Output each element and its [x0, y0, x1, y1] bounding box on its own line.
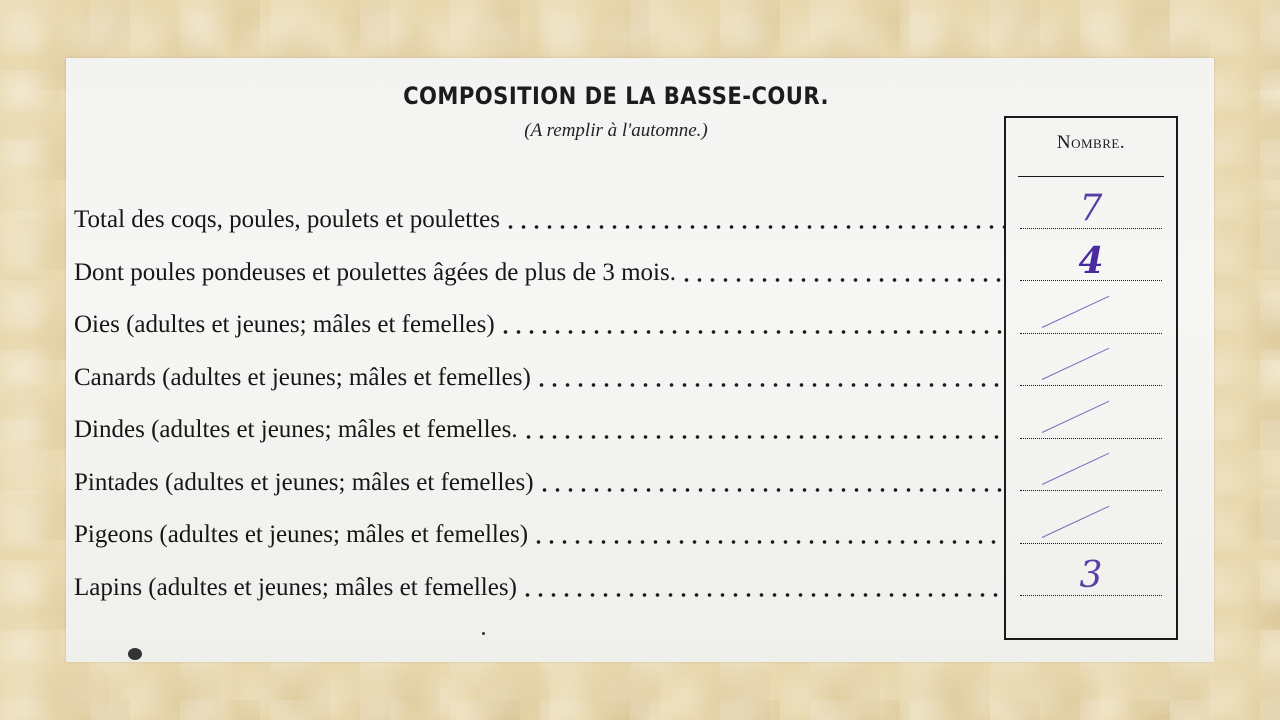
count-cell [1006, 334, 1176, 387]
form-row-total-poultry [74, 206, 1004, 259]
row-label: Pigeons (adultes et jeunes; mâles et femelles) [74, 521, 529, 548]
dot-leader [504, 224, 1004, 230]
row-label: Total des coqs, poules, poulets et poulettes [74, 206, 500, 233]
form-row-turkeys [74, 416, 1004, 469]
handwritten-value: 7 [1079, 187, 1103, 229]
form-title: COMPOSITION DE LA BASSE-COUR. [403, 82, 829, 110]
count-cells [1006, 176, 1176, 596]
form-row-laying-hens [74, 259, 1004, 312]
dot-leader [499, 329, 1004, 335]
dot-leader [521, 592, 1004, 598]
handwritten-dash [1042, 400, 1109, 432]
form-row-ducks [74, 364, 1004, 417]
row-label: Dindes (adultes et jeunes; mâles et femelles. [74, 416, 518, 443]
count-cell [1006, 386, 1176, 439]
count-cell [1006, 176, 1176, 229]
handwritten-dash [1042, 348, 1109, 380]
form-row-guinea-fowl [74, 469, 1004, 522]
form-rows [74, 206, 1004, 626]
form-subtitle: (A remplir à l'automne.) [524, 120, 708, 141]
count-cell [1006, 544, 1176, 597]
form-row-rabbits [74, 574, 1004, 627]
dot-leader [535, 382, 1004, 388]
row-label: Canards (adultes et jeunes; mâles et femelles) [74, 363, 531, 391]
row-label: Dont poules pondeuses et poulettes âgées de plus de 3 mois. [74, 258, 676, 286]
ink-speck [128, 648, 142, 660]
handwritten-value: 3 [1079, 555, 1103, 596]
handwritten-dash [1042, 453, 1109, 485]
dot-leader [522, 434, 1004, 440]
handwritten-dash [1042, 505, 1109, 537]
form-sheet [66, 58, 1214, 662]
row-label: Lapins (adultes et jeunes; mâles et femelles) [74, 573, 517, 601]
handwritten-value: 4 [1078, 240, 1104, 282]
count-header: Nombre. [1056, 132, 1126, 153]
handwritten-dash [1042, 295, 1109, 327]
dot-leader [538, 487, 1004, 493]
dotted-line [1020, 595, 1162, 596]
ink-speck [482, 632, 485, 635]
form-row-pigeons [74, 521, 1004, 574]
count-cell [1006, 281, 1176, 334]
form-row-geese [74, 311, 1004, 364]
dot-leader [680, 277, 1004, 283]
count-cell [1006, 439, 1176, 492]
row-label: Oies (adultes et jeunes; mâles et femelles) [74, 311, 495, 338]
count-cell [1006, 229, 1176, 282]
count-column [1004, 116, 1178, 640]
dot-leader [532, 539, 1004, 545]
row-label: Pintades (adultes et jeunes; mâles et femelles) [74, 468, 534, 496]
count-cell [1006, 491, 1176, 544]
